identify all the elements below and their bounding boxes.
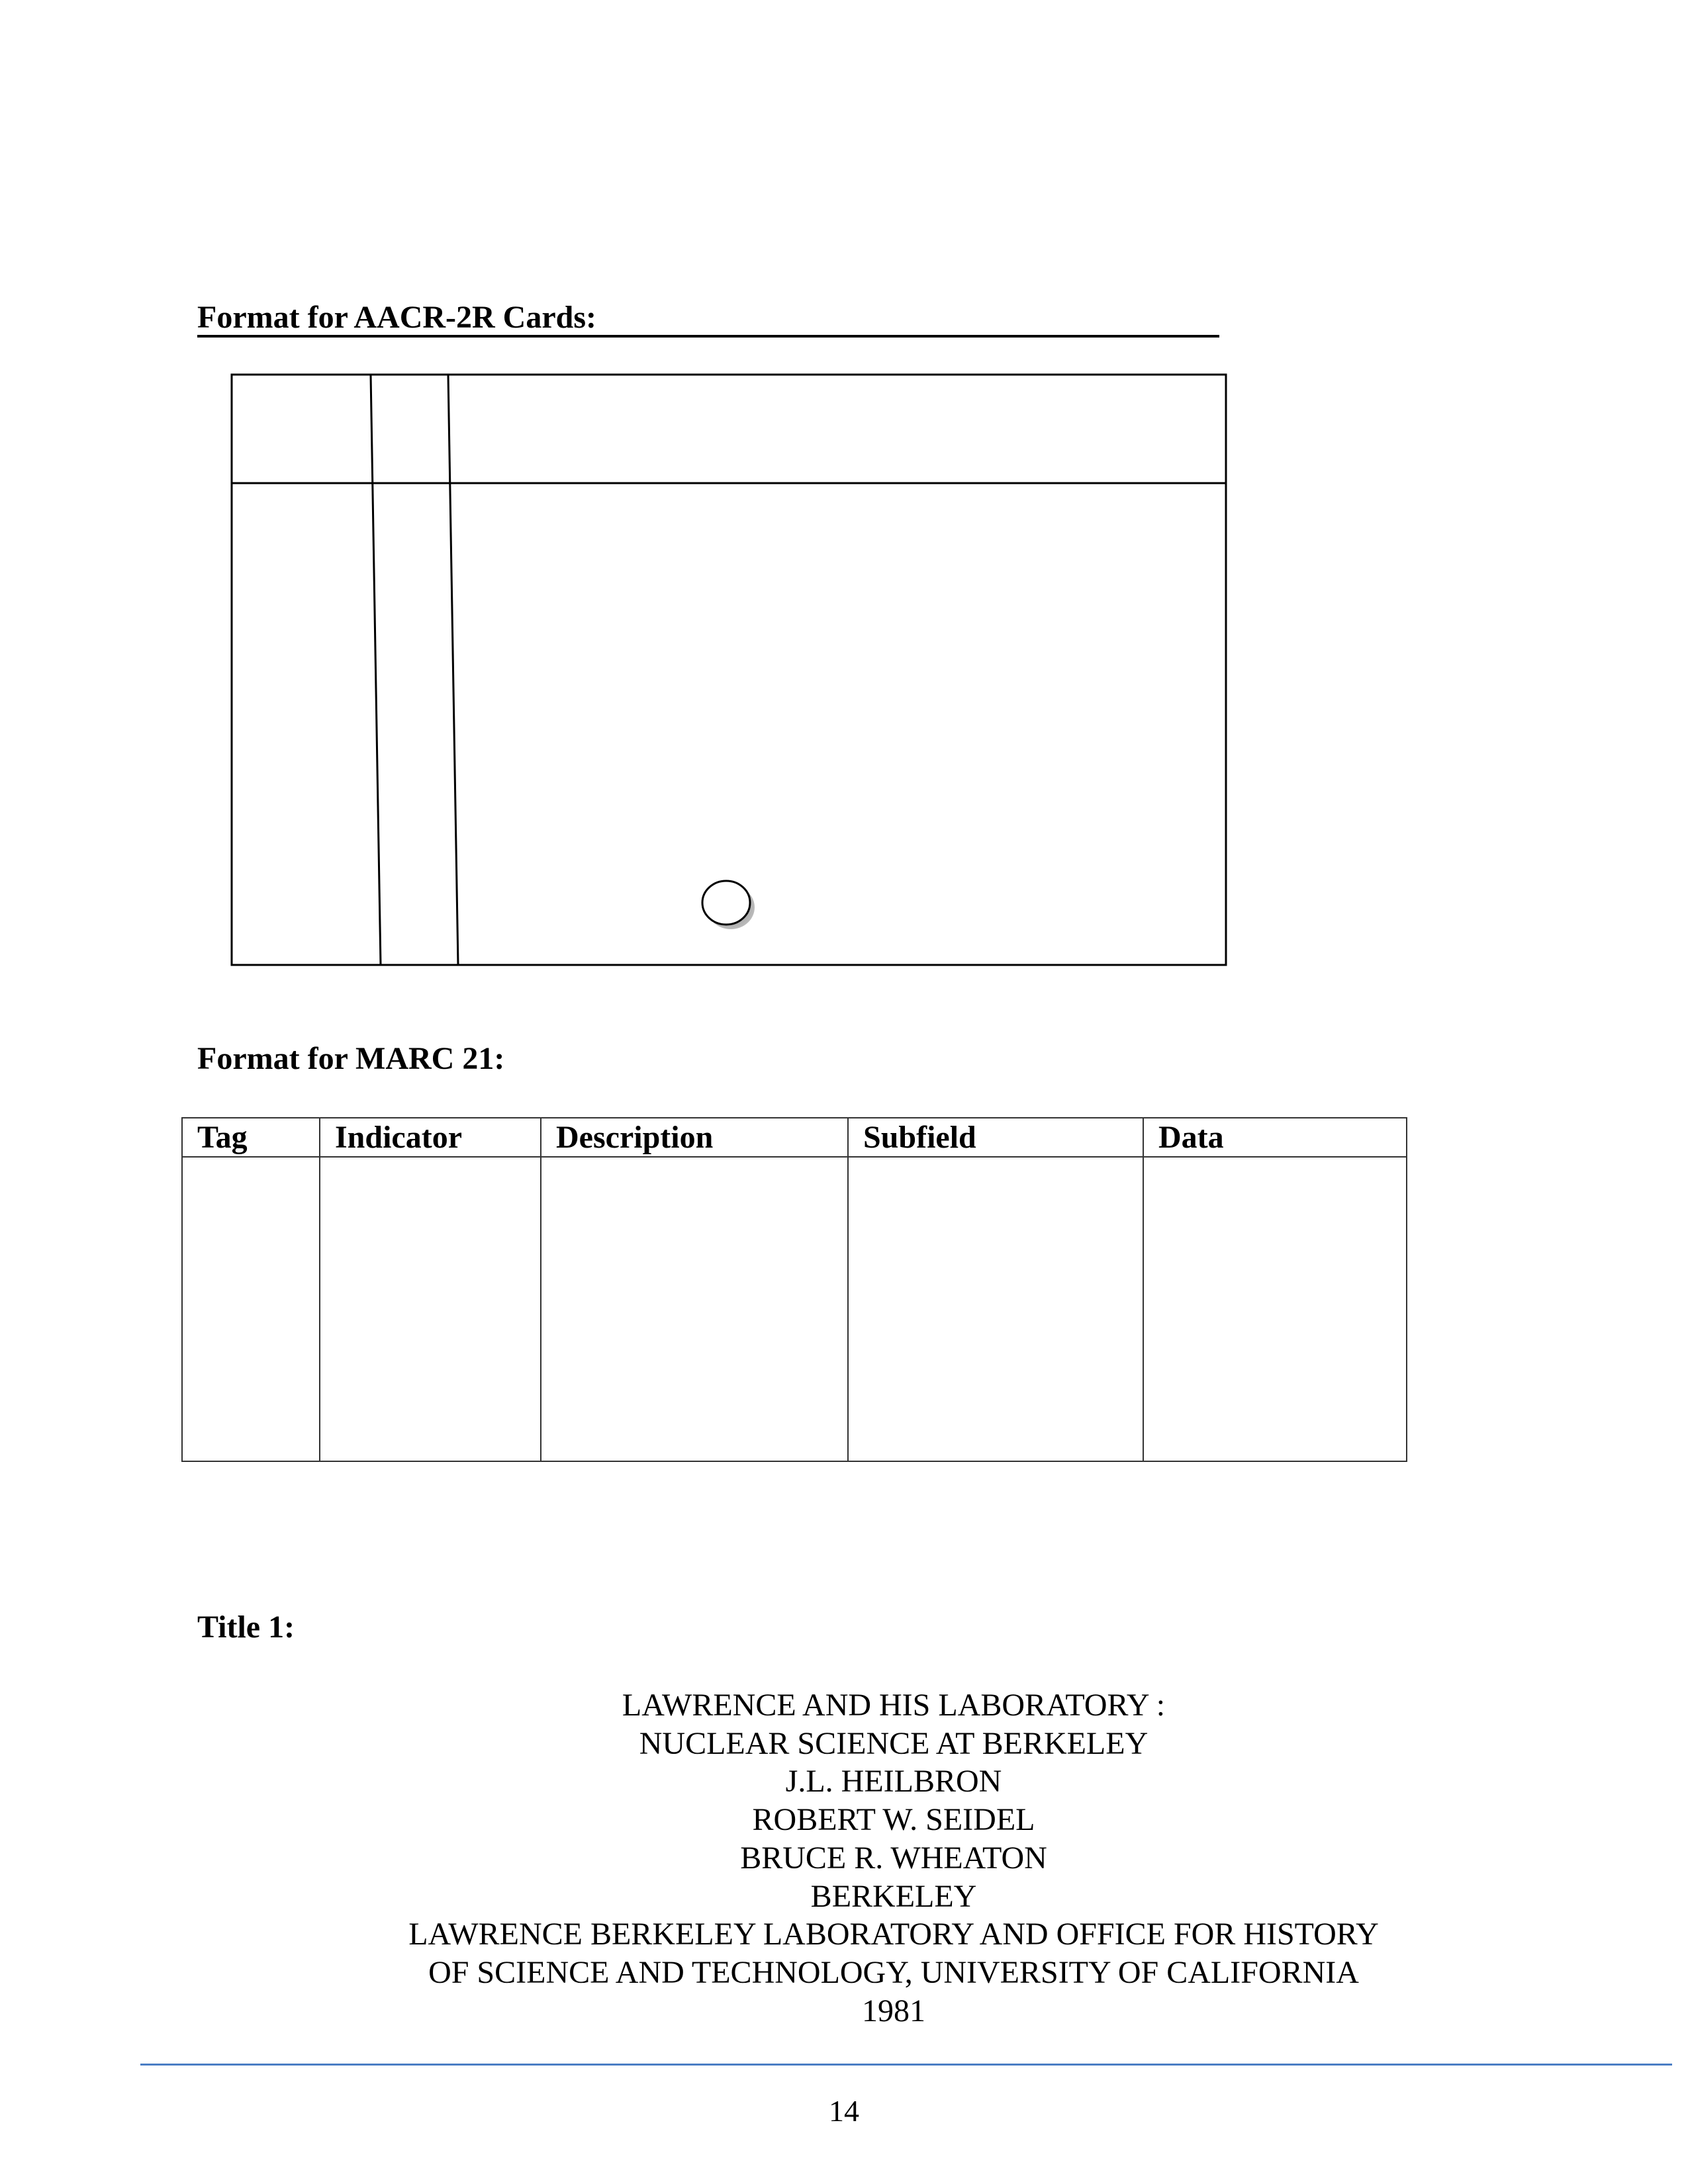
citation-publisher-line-1: LAWRENCE BERKELEY LABORATORY AND OFFICE FOR HISTORY [408,1917,1379,1952]
citation-block [265,1686,1523,2030]
marc-cell-indicator [320,1157,541,1461]
citation-author-2: ROBERT W. SEIDEL [752,1802,1035,1838]
citation-place: BERKELEY [810,1878,977,1914]
marc-cell-tag [182,1157,320,1461]
citation-author-1: J.L. HEILBRON [785,1764,1002,1799]
marc-col-indicator: Indicator [320,1118,541,1157]
card-border [232,375,1226,965]
card-punch-hole [702,881,750,925]
footer-rule [140,2064,1672,2066]
page-number: 14 [829,2094,859,2128]
aacr-heading: Format for AACR-2R Cards: [197,300,596,335]
marc-header-row [182,1118,1407,1157]
title-heading: Title 1: [197,1610,295,1645]
marc-cell-data [1143,1157,1407,1461]
catalog-card-template [230,373,1227,966]
heading-underline [197,335,1219,338]
citation-publisher-line-2: OF SCIENCE AND TECHNOLOGY, UNIVERSITY OF CALIFORNIA [428,1954,1359,1990]
marc-heading: Format for MARC 21: [197,1041,505,1076]
marc-col-description: Description [541,1118,848,1157]
citation-year: 1981 [862,1993,925,2028]
marc-col-tag: Tag [182,1118,320,1157]
citation-title-line-2: NUCLEAR SCIENCE AT BERKELEY [639,1725,1149,1761]
marc-table [181,1117,1407,1462]
marc-empty-row [182,1157,1407,1461]
citation-author-3: BRUCE R. WHEATON [740,1840,1047,1876]
marc-cell-description [541,1157,848,1461]
marc-cell-subfield [848,1157,1143,1461]
citation-title-line-1: LAWRENCE AND HIS LABORATORY : [622,1688,1166,1723]
marc-col-data: Data [1143,1118,1407,1157]
marc-col-subfield: Subfield [848,1118,1143,1157]
